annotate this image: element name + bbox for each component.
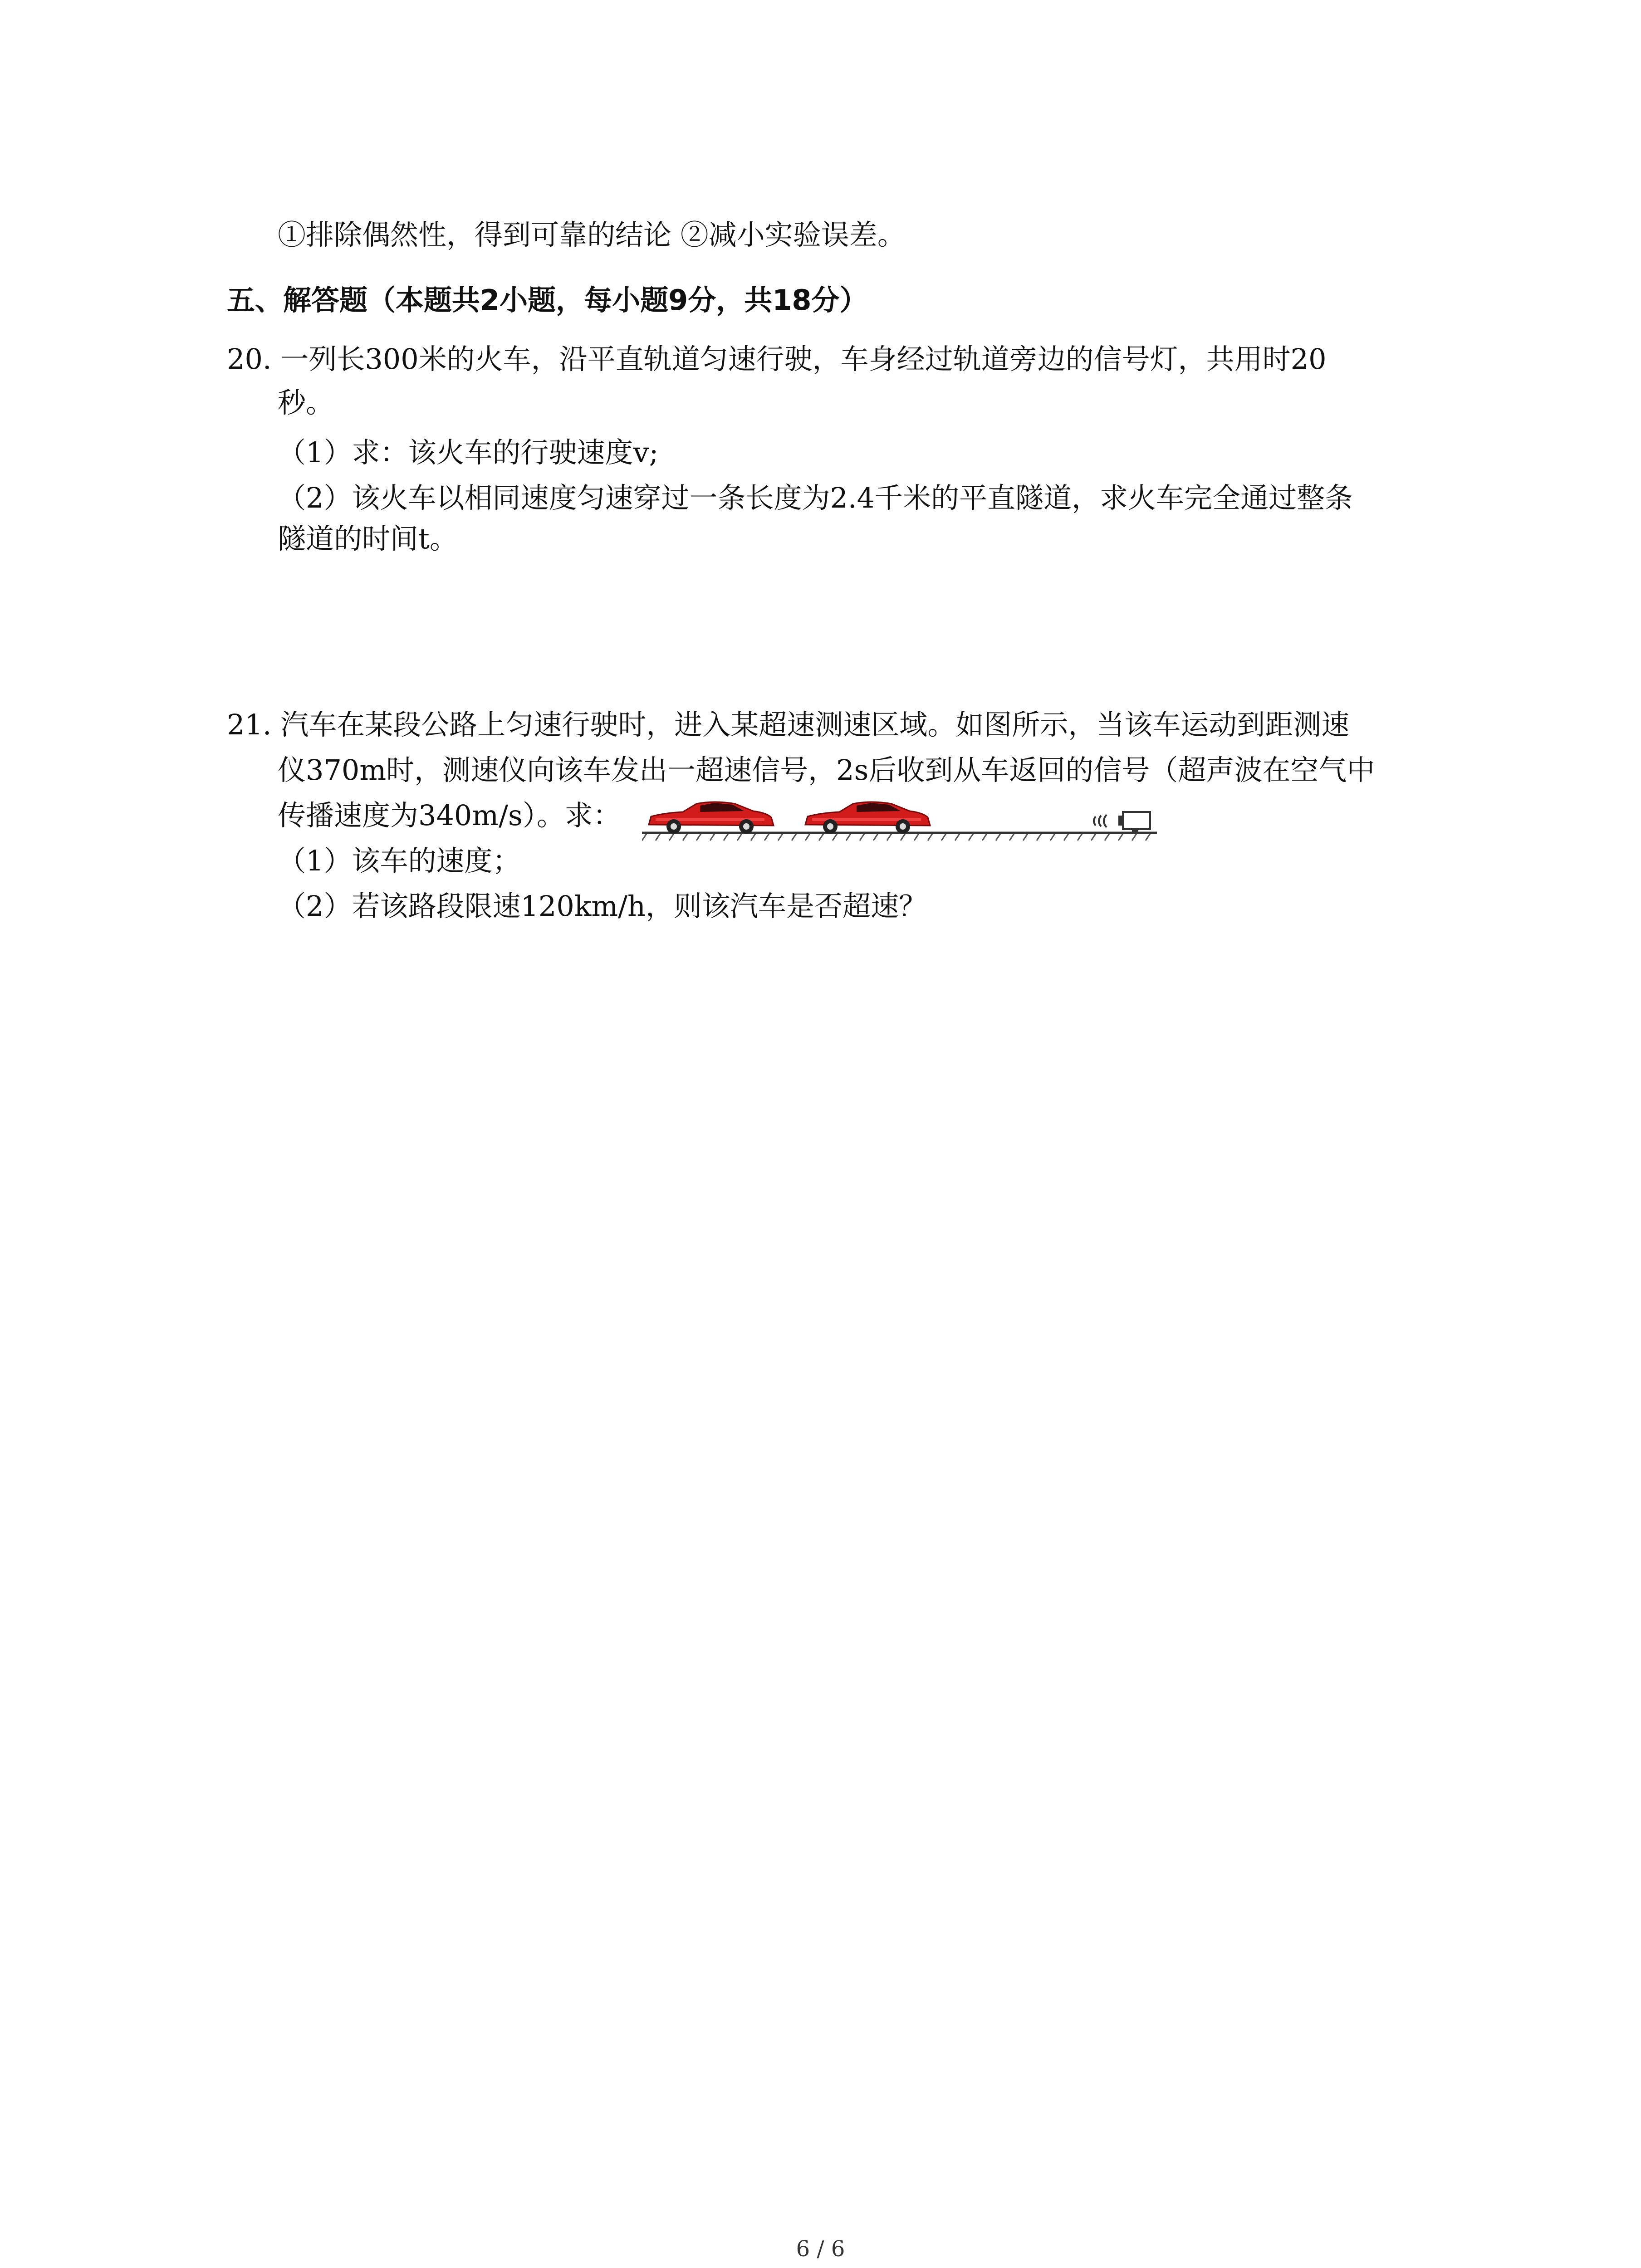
question-20-line-2: 秒。 xyxy=(278,386,334,419)
car-icon xyxy=(805,802,930,834)
question-21-line-2: 仪370m时，测速仪向该车发出一超速信号，2s后收到从车返回的信号（超声波在空气中 xyxy=(278,753,1375,787)
car-icon xyxy=(649,802,774,834)
speed-measurement-figure xyxy=(642,793,1157,843)
question-21-line-1: 21. 汽车在某段公路上匀速行驶时，进入某超速测速区域。如图所示，当该车运动到距测速 xyxy=(227,708,1350,741)
question-20-part-1: （1）求：该火车的行驶速度v; xyxy=(278,436,659,469)
sound-wave-icon xyxy=(1094,815,1107,827)
line-conclusion: ①排除偶然性，得到可靠的结论 ②减小实验误差。 xyxy=(278,218,906,251)
ground xyxy=(642,833,1157,841)
page-number: 6 / 6 xyxy=(796,2236,845,2262)
question-20-part-2: （2）该火车以相同速度匀速穿过一条长度为2.4千米的平直隧道，求火车完全通过整条 xyxy=(278,481,1353,514)
speed-camera-icon xyxy=(1118,812,1150,833)
question-21-part-1: （1）该车的速度； xyxy=(278,844,521,877)
question-20-part-2-cont: 隧道的时间t。 xyxy=(278,522,458,555)
question-21-part-2: （2）若该路段限速120km/h，则该汽车是否超速？ xyxy=(278,890,927,923)
section-title: 五、解答题（本题共2小题，每小题9分，共18分） xyxy=(227,284,868,317)
question-21-line-3: 传播速度为340m/s）。求： xyxy=(278,799,621,832)
question-20-line-1: 20. 一列长300米的火车，沿平直轨道匀速行驶，车身经过轨道旁边的信号灯，共用时20 xyxy=(227,342,1327,376)
figure-svg xyxy=(642,793,1157,843)
